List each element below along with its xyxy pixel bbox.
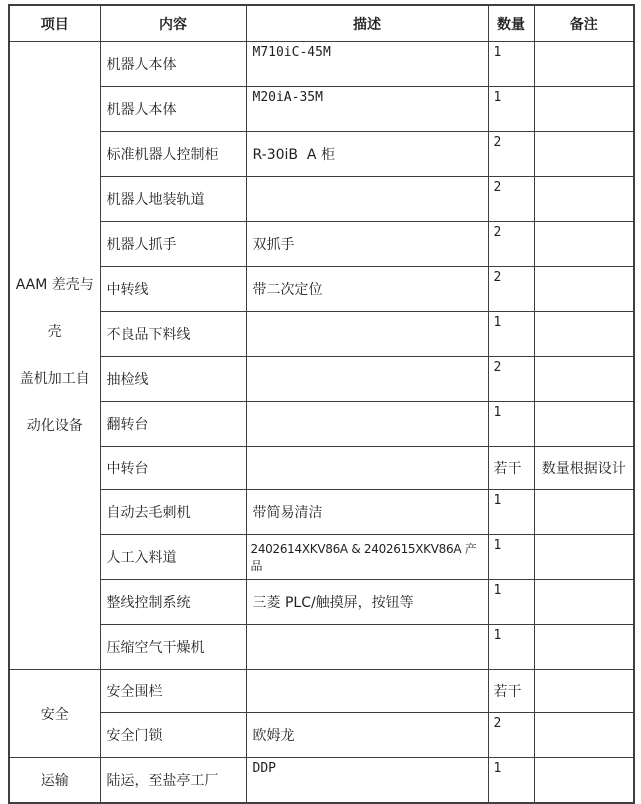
desc-cell — [246, 670, 488, 713]
remark-cell — [534, 357, 634, 402]
desc-cell: 带简易清洁 — [246, 490, 488, 535]
remark-cell — [534, 222, 634, 267]
desc-cell: DDP — [246, 758, 488, 804]
table-row — [9, 713, 634, 758]
table-row — [9, 222, 634, 267]
item-cell: AAM 差壳与壳 盖机加工自 动化设备 — [9, 42, 100, 670]
header-cell-qty: 数量 — [488, 5, 534, 42]
header-cell-item: 项目 — [9, 5, 100, 42]
qty-cell: 2 — [488, 132, 534, 177]
qty-cell: 1 — [488, 42, 534, 87]
item-cell: 安全 — [9, 670, 100, 758]
table-row — [9, 490, 634, 535]
remark-cell — [534, 267, 634, 312]
qty-cell: 2 — [488, 177, 534, 222]
content-cell: 安全门锁 — [100, 713, 246, 758]
content-cell: 中转台 — [100, 447, 246, 490]
content-cell: 整线控制系统 — [100, 580, 246, 625]
qty-cell: 若干 — [488, 447, 534, 490]
content-cell: 机器人地装轨道 — [100, 177, 246, 222]
desc-cell: 欧姆龙 — [246, 713, 488, 758]
desc-cell — [246, 312, 488, 357]
qty-cell: 1 — [488, 87, 534, 132]
desc-cell: R-30iB A 柜 — [246, 132, 488, 177]
item-cell: 运输 — [9, 758, 100, 804]
desc-cell: 带二次定位 — [246, 267, 488, 312]
desc-cell: M20iA-35M — [246, 87, 488, 132]
desc-cell — [246, 177, 488, 222]
qty-cell: 2 — [488, 267, 534, 312]
qty-cell: 1 — [488, 758, 534, 804]
desc-cell: 2402614XKV86A & 2402615XKV86A 产品 — [246, 535, 488, 580]
content-cell: 中转线 — [100, 267, 246, 312]
qty-cell: 1 — [488, 580, 534, 625]
qty-cell: 1 — [488, 535, 534, 580]
content-cell: 安全围栏 — [100, 670, 246, 713]
content-cell: 自动去毛刺机 — [100, 490, 246, 535]
content-cell: 不良品下料线 — [100, 312, 246, 357]
table-row — [9, 670, 634, 713]
remark-cell — [534, 625, 634, 670]
table-row — [9, 357, 634, 402]
remark-cell — [534, 132, 634, 177]
table-row — [9, 177, 634, 222]
table-row — [9, 625, 634, 670]
desc-cell — [246, 402, 488, 447]
remark-cell — [534, 670, 634, 713]
table-row — [9, 87, 634, 132]
qty-cell: 1 — [488, 402, 534, 447]
qty-cell: 2 — [488, 713, 534, 758]
qty-cell: 1 — [488, 490, 534, 535]
content-cell: 人工入料道 — [100, 535, 246, 580]
content-cell: 陆运，至盐亭工厂 — [100, 758, 246, 804]
remark-cell — [534, 580, 634, 625]
remark-cell — [534, 490, 634, 535]
desc-cell: 双抓手 — [246, 222, 488, 267]
desc-cell — [246, 357, 488, 402]
content-cell: 机器人抓手 — [100, 222, 246, 267]
table-row — [9, 402, 634, 447]
table-row — [9, 42, 634, 87]
table-row — [9, 312, 634, 357]
spec-table-header — [9, 5, 634, 42]
header-cell-content: 内容 — [100, 5, 246, 42]
qty-cell: 1 — [488, 625, 534, 670]
spec-table-body — [9, 42, 634, 804]
table-row — [9, 447, 634, 490]
table-row — [9, 535, 634, 580]
desc-cell: 三菱 PLC/触摸屏，按钮等 — [246, 580, 488, 625]
desc-cell — [246, 447, 488, 490]
spec-table — [8, 4, 635, 804]
content-cell: 标准机器人控制柜 — [100, 132, 246, 177]
remark-cell — [534, 177, 634, 222]
content-cell: 抽检线 — [100, 357, 246, 402]
remark-cell — [534, 87, 634, 132]
header-row — [9, 5, 634, 42]
remark-cell — [534, 535, 634, 580]
desc-cell: M710iC-45M — [246, 42, 488, 87]
table-row — [9, 267, 634, 312]
header-cell-remark: 备注 — [534, 5, 634, 42]
desc-cell — [246, 625, 488, 670]
remark-cell — [534, 758, 634, 804]
content-cell: 机器人本体 — [100, 42, 246, 87]
qty-cell: 2 — [488, 357, 534, 402]
table-row — [9, 132, 634, 177]
content-cell: 压缩空气干燥机 — [100, 625, 246, 670]
content-cell: 机器人本体 — [100, 87, 246, 132]
table-row — [9, 580, 634, 625]
qty-cell: 1 — [488, 312, 534, 357]
remark-cell — [534, 42, 634, 87]
remark-cell — [534, 312, 634, 357]
remark-cell — [534, 713, 634, 758]
content-cell: 翻转台 — [100, 402, 246, 447]
qty-cell: 2 — [488, 222, 534, 267]
table-row — [9, 758, 634, 804]
remark-cell — [534, 402, 634, 447]
header-cell-desc: 描述 — [246, 5, 488, 42]
qty-cell: 若干 — [488, 670, 534, 713]
remark-cell: 数量根据设计 — [534, 447, 634, 490]
